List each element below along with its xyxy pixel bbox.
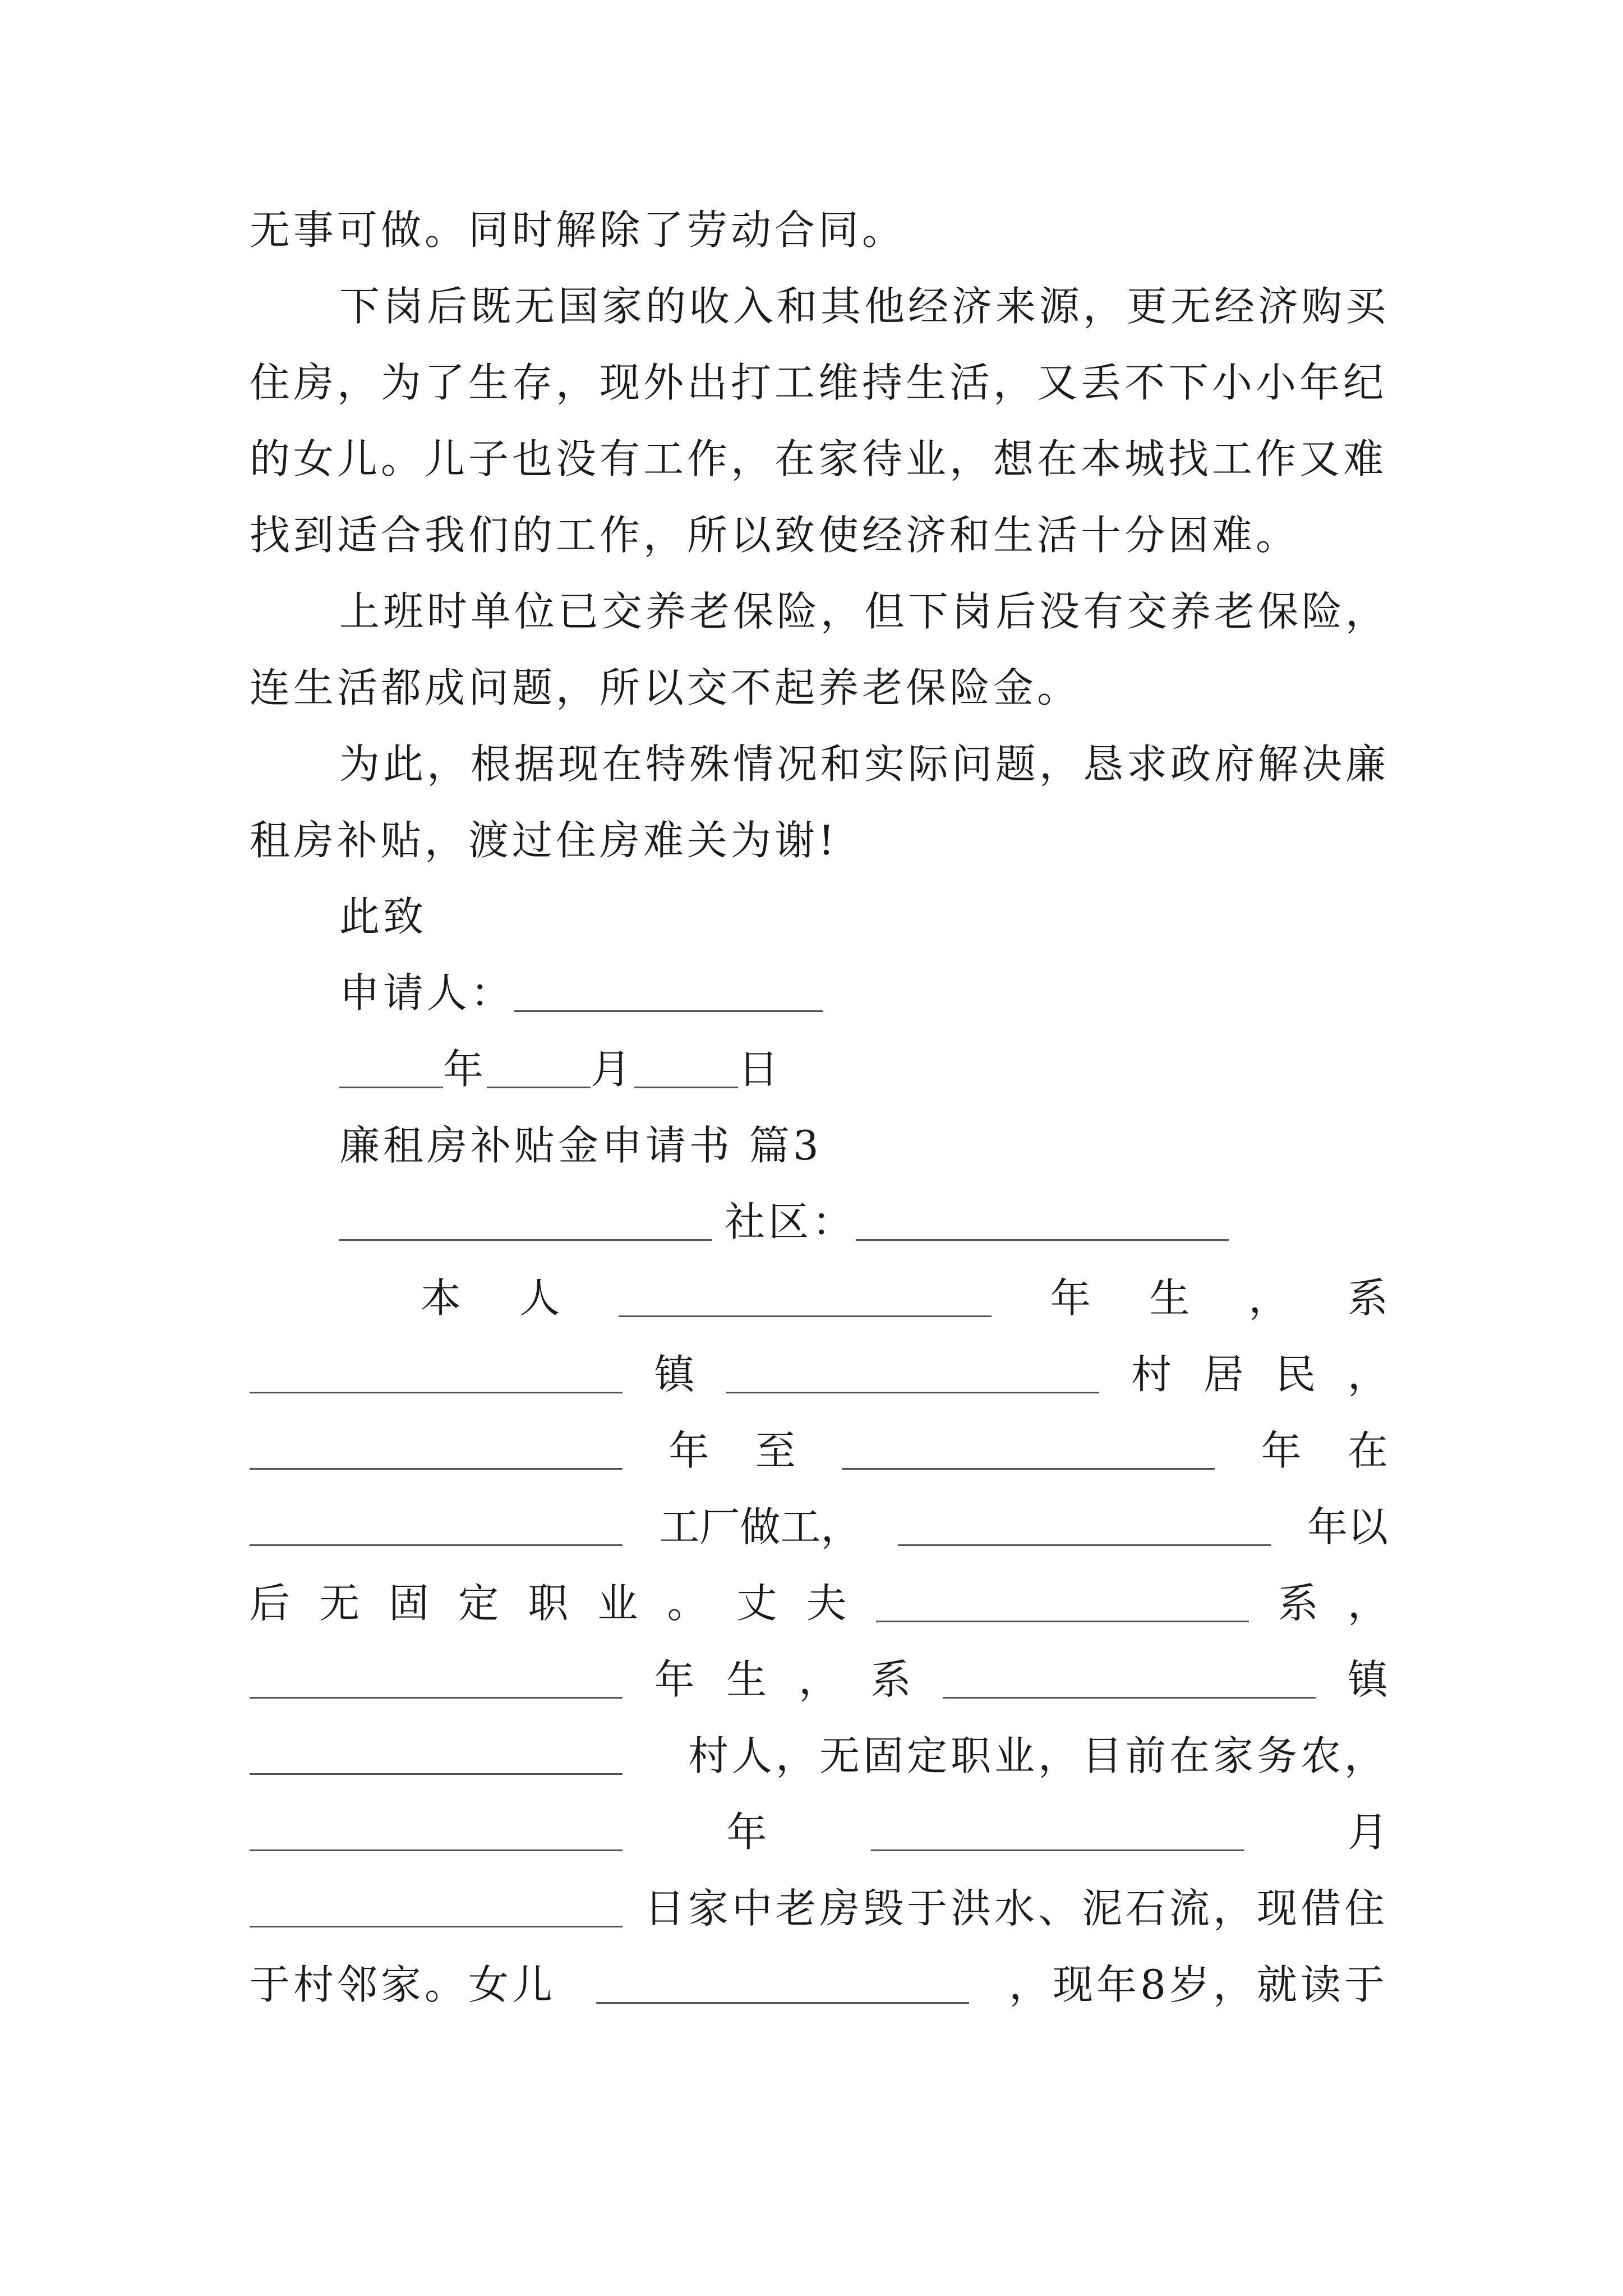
- husband-name-blank[interactable]: [876, 1584, 1249, 1622]
- form-line-20: [250, 1651, 1388, 1708]
- text-line-2: 下岗后既无国家的收入和其他经济来源，更无经济购买: [339, 283, 1390, 330]
- disaster-day-blank[interactable]: [250, 1889, 623, 1927]
- text-daughter-age: ，现年8岁，就读于: [1009, 1961, 1388, 2008]
- street-blank[interactable]: [339, 1203, 712, 1241]
- text-factory-work: 工厂做工，: [659, 1503, 861, 1550]
- daughter-name-blank[interactable]: [596, 1966, 969, 2004]
- text-disaster: 日家中老房毁于洪水、泥石流，现借住: [644, 1885, 1388, 1932]
- form-line-22: [250, 1804, 1388, 1860]
- month-label: 月: [591, 1046, 635, 1093]
- form-line-24: [250, 1957, 1388, 2013]
- applicant-blank[interactable]: [514, 974, 823, 1012]
- text-nian: 年: [1050, 1274, 1091, 1322]
- factory-blank[interactable]: [250, 1508, 623, 1546]
- applicant-label: 申请人：: [339, 969, 515, 1016]
- town-blank[interactable]: [250, 1355, 623, 1393]
- section-heading: 廉租房补贴金申请书 篇3: [339, 1122, 822, 1169]
- text-cun: 村: [1131, 1351, 1172, 1398]
- community-line: [339, 1194, 1388, 1250]
- text-line-4: 的女儿。儿子也没有工作，在家待业，想在本城找工作又难: [250, 435, 1387, 482]
- text-char: 职: [528, 1580, 569, 1627]
- text-sheng: 生: [1149, 1274, 1190, 1322]
- text-line-8: 为此，根据现在特殊情况和实际问题，恳求政府解决廉: [339, 740, 1390, 788]
- text-nian-3: 年: [1261, 1427, 1302, 1474]
- text-ben: 本: [420, 1274, 461, 1322]
- year-label: 年: [443, 1046, 487, 1093]
- disaster-year-blank[interactable]: [250, 1813, 623, 1851]
- disaster-month-blank[interactable]: [871, 1813, 1244, 1851]
- text-line-1: 无事可做。同时解除了劳动合同。: [250, 206, 906, 254]
- text-char: 无: [319, 1580, 360, 1627]
- form-line-17: [250, 1423, 1388, 1479]
- text-char: 系: [870, 1656, 911, 1703]
- text-zai: 在: [1347, 1427, 1388, 1474]
- birth-year-blank[interactable]: [619, 1279, 992, 1317]
- start-year-blank[interactable]: [250, 1432, 623, 1470]
- text-ren: 人: [519, 1274, 560, 1322]
- village-blank[interactable]: [726, 1355, 1099, 1393]
- applicant-line: [339, 965, 1388, 1021]
- closing-salutation: 此致: [339, 893, 427, 940]
- text-char: 后: [250, 1580, 291, 1627]
- text-line-5: 找到适合我们的工作，所以致使经济和生活十分困难。: [250, 512, 1300, 559]
- text-nian-yi: 年以: [1307, 1503, 1388, 1550]
- year-blank[interactable]: [339, 1050, 443, 1088]
- text-char: 月: [1347, 1809, 1388, 1856]
- text-char: ，: [1347, 1580, 1388, 1627]
- husband-village-blank[interactable]: [250, 1737, 623, 1775]
- text-char: 夫: [806, 1580, 847, 1627]
- text-daughter: 于村邻家。女儿: [250, 1961, 556, 2008]
- text-char: 丈: [736, 1580, 777, 1627]
- text-char: ，: [798, 1656, 839, 1703]
- after-year-blank[interactable]: [898, 1508, 1271, 1546]
- text-line-6: 上班时单位已交养老保险，但下岗后没有交养老保险，: [339, 588, 1390, 635]
- month-blank[interactable]: [487, 1050, 591, 1088]
- date-line: [339, 1041, 1388, 1097]
- form-line-21: [250, 1728, 1388, 1784]
- text-char: 。: [667, 1580, 708, 1627]
- form-line-18: [250, 1499, 1388, 1555]
- text-char: 业: [597, 1580, 638, 1627]
- text-xi: 系: [1347, 1274, 1388, 1322]
- text-comma: ，: [1248, 1274, 1289, 1322]
- form-line-16: [250, 1346, 1388, 1402]
- end-year-blank[interactable]: [842, 1432, 1215, 1470]
- text-char: 生: [726, 1656, 767, 1703]
- text-line-3: 住房，为了生存，现外出打工维持生活，又丢不下小小年纪: [250, 359, 1387, 406]
- text-zhi: 至: [755, 1427, 796, 1474]
- day-label: 日: [738, 1046, 782, 1093]
- husband-birth-year-blank[interactable]: [250, 1660, 623, 1699]
- text-husband-job: 村人，无固定职业，目前在家务农，: [688, 1732, 1388, 1779]
- text-char: 固: [389, 1580, 430, 1627]
- text-char: 年: [726, 1809, 767, 1856]
- text-nian-2: 年: [668, 1427, 709, 1474]
- text-ju: 居: [1203, 1351, 1244, 1398]
- text-char: 年: [654, 1656, 695, 1703]
- form-line-23: [250, 1880, 1388, 1936]
- text-zhen: 镇: [654, 1351, 695, 1398]
- day-blank[interactable]: [634, 1050, 738, 1088]
- text-comma-2: ，: [1347, 1351, 1388, 1398]
- text-char: 系: [1278, 1580, 1318, 1627]
- text-char: 镇: [1347, 1656, 1388, 1703]
- community-label: 社区：: [725, 1198, 856, 1245]
- text-char: 定: [458, 1580, 499, 1627]
- husband-town-blank[interactable]: [943, 1660, 1316, 1699]
- form-line-19: [250, 1575, 1388, 1631]
- text-line-7: 连生活都成问题，所以交不起养老保险金。: [250, 664, 1081, 711]
- community-blank[interactable]: [856, 1203, 1229, 1241]
- form-line-15: [339, 1270, 1388, 1326]
- text-min: 民: [1275, 1351, 1316, 1398]
- text-line-9: 租房补贴，渡过住房难关为谢!: [250, 817, 838, 864]
